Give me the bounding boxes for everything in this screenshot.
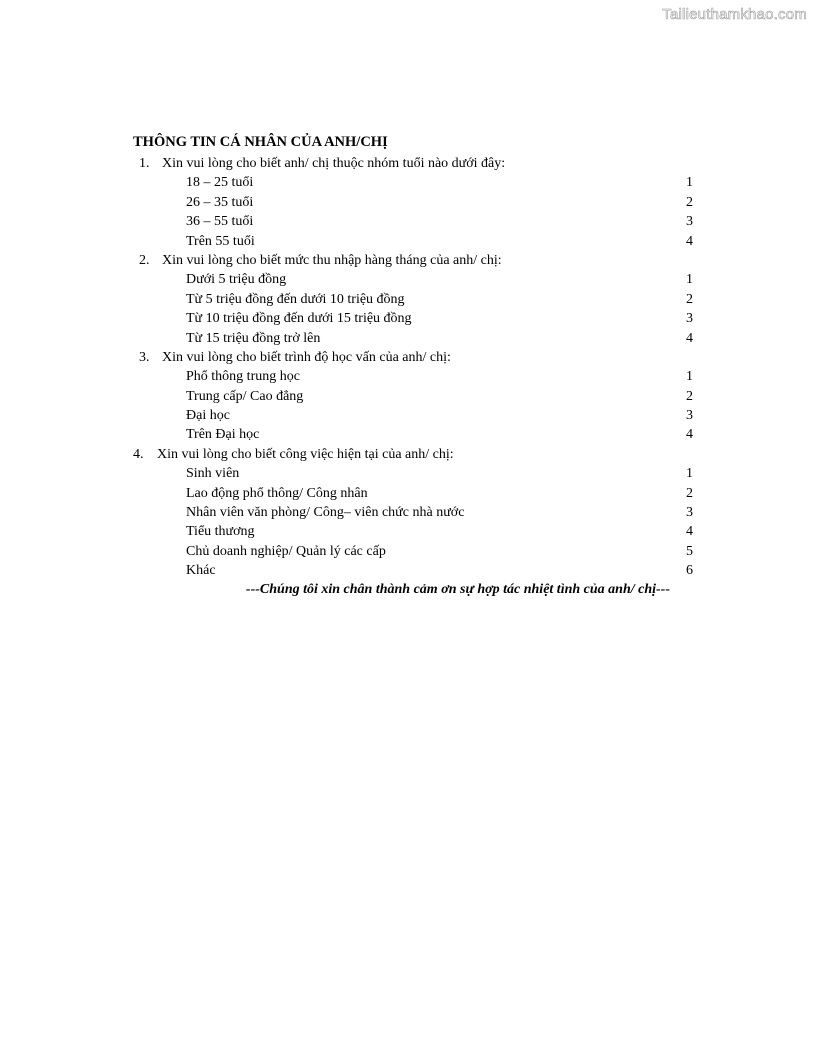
section-title: THÔNG TIN CÁ NHÂN CỦA ANH/CHỊ [133,134,388,150]
option-row [133,309,693,328]
option-code: 1 [686,369,693,385]
question-1 [133,154,693,173]
option-code: 3 [686,408,693,424]
option-label: Lao động phổ thông/ Công nhân [186,485,368,501]
option-code: 3 [686,214,693,230]
option-label: Dưới 5 triệu đồng [186,272,287,288]
option-row [133,270,693,289]
option-label: Tiểu thương [186,524,255,540]
option-code: 1 [686,466,693,482]
option-label: 18 – 25 tuổi [186,175,254,191]
option-code: 2 [686,194,693,210]
option-row [133,406,693,425]
option-code: 5 [686,543,693,559]
option-row [133,173,693,192]
option-code: 3 [686,505,693,521]
option-row [133,522,693,541]
watermark-text: Tailieuthamkhao.com [662,6,807,23]
option-label: Trên 55 tuổi [186,233,255,249]
option-label: Trung cấp/ Cao đẳng [186,388,304,404]
option-label: Từ 5 triệu đồng đến dưới 10 triệu đồng [186,291,405,307]
option-row [133,367,693,386]
option-label: 36 – 55 tuổi [186,214,254,230]
option-code: 4 [686,330,693,346]
option-label: Nhân viên văn phòng/ Công– viên chức nhà nước [186,505,465,521]
question-text: Xin vui lòng cho biết công việc hiện tại của anh/ chị: [157,446,454,462]
option-row [133,464,693,483]
option-code: 3 [686,311,693,327]
option-label: Từ 10 triệu đồng đến dưới 15 triệu đồng [186,311,412,327]
option-code: 2 [686,388,693,404]
question-number: 4. [133,446,144,462]
option-code: 2 [686,485,693,501]
option-code: 1 [686,175,693,191]
option-label: 26 – 35 tuổi [186,194,254,210]
questionnaire-page [133,132,693,601]
option-code: 4 [686,233,693,249]
question-number: 3. [139,349,150,365]
option-label: Phổ thông trung học [186,369,300,385]
option-row [133,542,693,561]
option-code: 1 [686,272,693,288]
question-text: Xin vui lòng cho biết anh/ chị thuộc nhóm tuổi nào dưới đây: [162,156,506,171]
option-row [133,212,693,231]
option-row [133,503,693,522]
option-label: Chủ doanh nghiệp/ Quản lý các cấp [186,543,386,559]
option-code: 2 [686,291,693,307]
option-row [133,193,693,212]
option-label: Trên Đại học [186,427,260,443]
question-4 [133,445,693,464]
option-row [133,290,693,309]
option-label: Đại học [186,408,230,424]
option-code: 6 [686,563,693,579]
option-row [133,387,693,406]
question-number: 2. [139,252,150,268]
option-row [133,484,693,503]
option-label: Sinh viên [186,466,240,482]
question-2 [133,251,693,270]
question-text: Xin vui lòng cho biết trình độ học vấn của anh/ chị: [162,349,451,365]
question-number: 1. [139,156,150,171]
option-row [133,329,693,348]
closing-note: ---Chúng tôi xin chân thành cảm ơn sự hợp tác nhiệt tình của anh/ chị--- [245,581,670,597]
question-3 [133,348,693,367]
option-code: 4 [686,524,693,540]
option-row [133,232,693,251]
option-code: 4 [686,427,693,443]
option-label: Khác [186,563,216,579]
option-row [133,561,693,580]
option-label: Từ 15 triệu đồng trở lên [186,330,321,346]
question-text: Xin vui lòng cho biết mức thu nhập hàng tháng của anh/ chị: [162,252,502,268]
option-row [133,425,693,444]
